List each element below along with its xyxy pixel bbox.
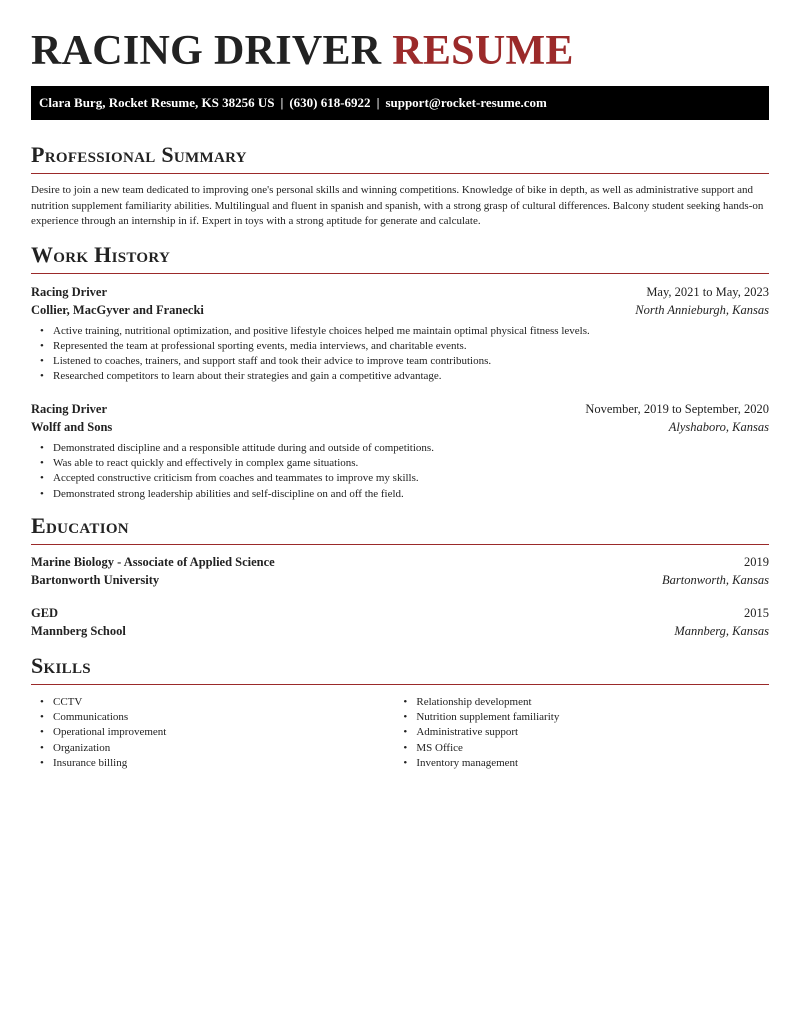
- skills-list-left: [53, 695, 394, 771]
- skill-item: • Inventory management: [416, 756, 769, 771]
- education-school: Mannberg School: [31, 623, 126, 638]
- resume-title: [31, 29, 769, 73]
- section-divider: [31, 173, 769, 174]
- contact-separator: |: [280, 95, 284, 110]
- job-dates: May, 2021 to May, 2023: [646, 284, 769, 299]
- job-location: North Annieburgh, Kansas: [635, 302, 769, 317]
- education-entry: [31, 553, 769, 589]
- section-divider: [31, 684, 769, 685]
- list-item: • Researched competitors to learn about their strategies and gain a competitive advantage.: [53, 369, 769, 384]
- job-company-row: [31, 301, 769, 319]
- education-location: Bartonworth, Kansas: [662, 572, 769, 587]
- job-title: Racing Driver: [31, 284, 108, 299]
- skill-item: • Insurance billing: [53, 756, 394, 771]
- job-entry: [31, 400, 769, 502]
- section-divider: [31, 544, 769, 545]
- list-item: • Demonstrated strong leadership abilities and self-discipline on and off the field.: [53, 487, 769, 502]
- education-location: Mannberg, Kansas: [674, 623, 769, 638]
- section-divider: [31, 273, 769, 274]
- job-bullet-list: [53, 441, 769, 502]
- skill-item: • MS Office: [416, 741, 769, 756]
- job-company: Collier, MacGyver and Franecki: [31, 302, 204, 317]
- education-entry: [31, 604, 769, 640]
- work-history-heading: Work History: [31, 241, 171, 267]
- skills-heading: Skills: [31, 652, 91, 678]
- job-entry: [31, 283, 769, 385]
- list-item: • Active training, nutritional optimization, and positive lifestyle choices helped me maintain optimal physical fitness levels.: [53, 324, 769, 339]
- skills-list-right: [416, 695, 769, 771]
- contact-bar: [31, 86, 769, 120]
- education-header-row: [31, 604, 769, 622]
- contact-phone: (630) 618-6922: [289, 95, 371, 110]
- list-item: • Accepted constructive criticism from coaches and teammates to improve my skills.: [53, 471, 769, 486]
- resume-title-main: RACING DRIVER: [31, 28, 382, 74]
- contact-separator: |: [376, 95, 380, 110]
- list-item: • Listened to coaches, trainers, and support staff and took their advice to improve team contributions.: [53, 354, 769, 369]
- skill-item: • Relationship development: [416, 695, 769, 710]
- education-school: Bartonworth University: [31, 572, 160, 587]
- job-header-row: [31, 283, 769, 301]
- contact-email: support@rocket-resume.com: [385, 95, 547, 110]
- job-dates: November, 2019 to September, 2020: [585, 401, 769, 416]
- education-degree: Marine Biology - Associate of Applied Science: [31, 554, 275, 569]
- job-header-row: [31, 400, 769, 418]
- skill-item: • Administrative support: [416, 725, 769, 740]
- resume-page: [31, 0, 769, 771]
- resume-title-accent: RESUME: [392, 28, 574, 74]
- skill-item: • Operational improvement: [53, 725, 394, 740]
- job-location: Alyshaboro, Kansas: [668, 419, 769, 434]
- skills-columns: [31, 690, 769, 771]
- skill-item: • Communications: [53, 710, 394, 725]
- education-year: 2019: [744, 554, 769, 569]
- education-school-row: [31, 622, 769, 640]
- job-company-row: [31, 418, 769, 436]
- summary-heading: Professional Summary: [31, 142, 247, 167]
- list-item: • Was able to react quickly and effectively in complex game situations.: [53, 456, 769, 471]
- education-header-row: [31, 553, 769, 571]
- skill-item: • CCTV: [53, 695, 394, 710]
- list-item: • Demonstrated discipline and a responsible attitude during and outside of competitions.: [53, 441, 769, 456]
- education-year: 2015: [744, 605, 769, 620]
- skill-item: • Organization: [53, 741, 394, 756]
- summary-text: Desire to join a new team dedicated to improving one's personal skills and winning competitions. Knowledge of bike in depth, as well as administrative support and nutrition supplement familiarity abilities. Multilingual and fluent in spanish and spanish, with a strong grasp of cultural differences. Balcony student seeking hands-on experience through an internship in if. Expert in toys with a strong aptitude for generate and calculate.: [31, 184, 764, 227]
- skill-item: • Nutrition supplement familiarity: [416, 710, 769, 725]
- education-degree: GED: [31, 605, 59, 620]
- job-title: Racing Driver: [31, 401, 108, 416]
- list-item: • Represented the team at professional sporting events, media interviews, and charitable events.: [53, 339, 769, 354]
- job-bullet-list: [53, 324, 769, 385]
- education-school-row: [31, 571, 769, 589]
- education-heading: Education: [31, 512, 129, 538]
- contact-address: Clara Burg, Rocket Resume, KS 38256 US: [39, 95, 275, 110]
- job-company: Wolff and Sons: [31, 419, 113, 434]
